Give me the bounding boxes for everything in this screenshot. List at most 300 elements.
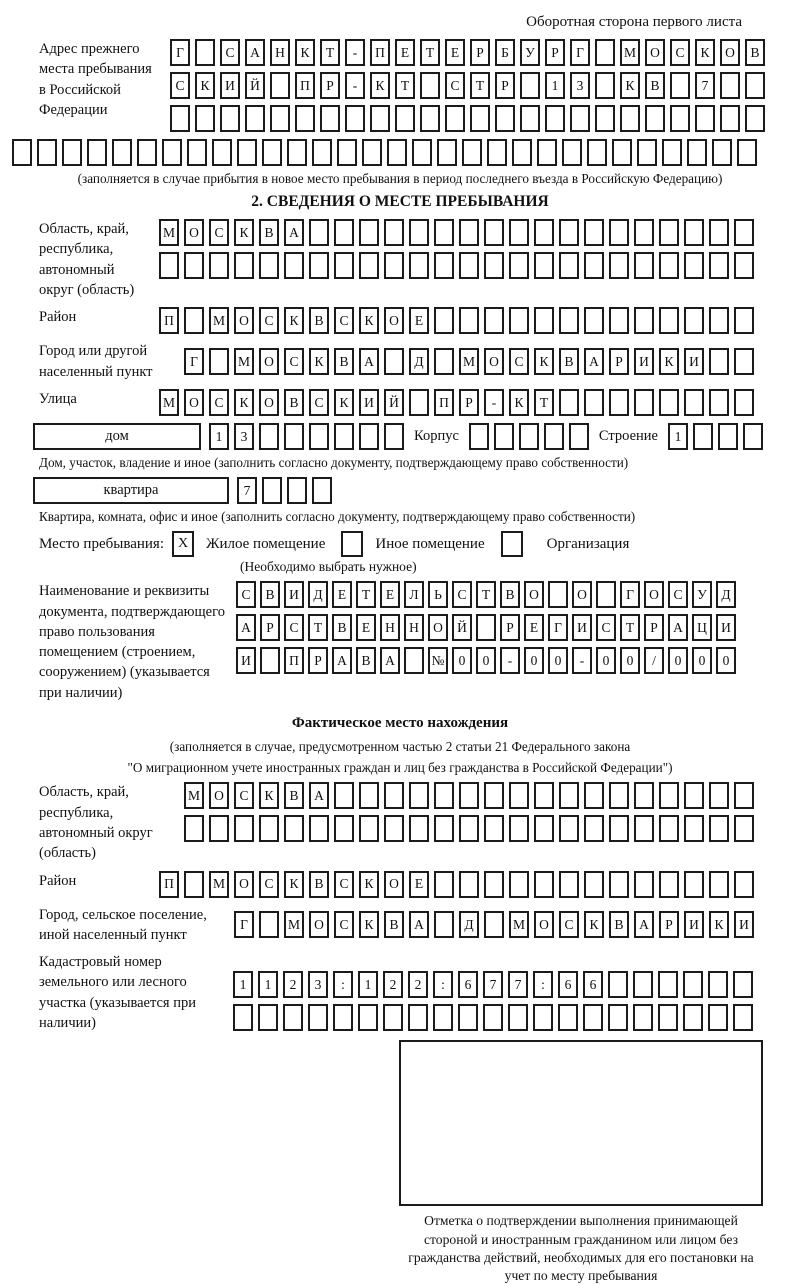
char-cell bbox=[734, 252, 754, 279]
actual-region-field bbox=[39, 782, 800, 863]
char-cell: К bbox=[659, 348, 679, 375]
char-cell: 6 bbox=[458, 971, 478, 998]
char-cell bbox=[384, 252, 404, 279]
char-cell: 0 bbox=[692, 647, 712, 674]
document-label: Наименование и реквизиты документа, подтверждающего право пользования помещением (строением, сооружением) (указывается при наличии) bbox=[39, 583, 225, 701]
char-cell bbox=[370, 105, 390, 132]
char-cell: О bbox=[644, 581, 664, 608]
house-number-cells bbox=[209, 423, 404, 450]
actual-city-row bbox=[234, 911, 754, 938]
char-cell: К bbox=[695, 39, 715, 66]
char-cell bbox=[384, 423, 404, 450]
char-cell bbox=[308, 1004, 328, 1031]
char-cell: К bbox=[509, 389, 529, 416]
char-cell: П bbox=[434, 389, 454, 416]
stay-option-inoe-label: Иное помещение bbox=[375, 535, 485, 552]
prev-address-row-4 bbox=[12, 139, 800, 166]
char-cell bbox=[734, 815, 754, 842]
char-cell bbox=[584, 871, 604, 898]
city-field bbox=[39, 341, 800, 382]
char-cell bbox=[520, 105, 540, 132]
char-cell bbox=[409, 219, 429, 246]
stroenie-label: Строение bbox=[598, 427, 658, 444]
char-cell: 0 bbox=[548, 647, 568, 674]
char-cell: 0 bbox=[716, 647, 736, 674]
char-cell bbox=[659, 252, 679, 279]
char-cell bbox=[733, 971, 753, 998]
char-cell: - bbox=[345, 39, 365, 66]
char-cell bbox=[233, 1004, 253, 1031]
char-cell bbox=[709, 815, 729, 842]
char-cell: С bbox=[445, 72, 465, 99]
district-label: Район bbox=[39, 309, 77, 326]
stay-caption: (Необходимо выбрать нужное) bbox=[240, 559, 417, 575]
char-cell: Б bbox=[495, 39, 515, 66]
char-cell bbox=[634, 307, 654, 334]
stroenie-cells bbox=[668, 423, 763, 450]
char-cell: 2 bbox=[383, 971, 403, 998]
prev-address-field bbox=[39, 39, 800, 132]
char-cell: Р bbox=[659, 911, 679, 938]
char-cell: С bbox=[236, 581, 256, 608]
char-cell bbox=[260, 647, 280, 674]
char-cell bbox=[709, 782, 729, 809]
char-cell bbox=[533, 1004, 553, 1031]
char-cell: : bbox=[333, 971, 353, 998]
char-cell bbox=[559, 871, 579, 898]
char-cell bbox=[509, 782, 529, 809]
char-cell: 2 bbox=[408, 971, 428, 998]
char-cell bbox=[469, 423, 489, 450]
char-cell: В bbox=[384, 911, 404, 938]
char-cell bbox=[659, 389, 679, 416]
char-cell: В bbox=[260, 581, 280, 608]
char-cell: И bbox=[236, 647, 256, 674]
char-cell: К bbox=[234, 219, 254, 246]
char-cell: Й bbox=[452, 614, 472, 641]
char-cell bbox=[359, 815, 379, 842]
char-cell bbox=[209, 252, 229, 279]
char-cell: О bbox=[259, 389, 279, 416]
char-cell: С bbox=[596, 614, 616, 641]
char-cell: У bbox=[520, 39, 540, 66]
char-cell bbox=[245, 105, 265, 132]
char-cell bbox=[662, 139, 682, 166]
char-cell: И bbox=[684, 911, 704, 938]
char-cell bbox=[212, 139, 232, 166]
char-cell bbox=[259, 252, 279, 279]
char-cell: 1 bbox=[358, 971, 378, 998]
char-cell: С bbox=[452, 581, 472, 608]
char-cell bbox=[684, 815, 704, 842]
char-cell: Н bbox=[380, 614, 400, 641]
char-cell: Р bbox=[320, 72, 340, 99]
char-cell bbox=[684, 219, 704, 246]
stay-type-field bbox=[39, 531, 800, 557]
char-cell bbox=[633, 1004, 653, 1031]
char-cell bbox=[684, 782, 704, 809]
char-cell: А bbox=[236, 614, 256, 641]
page-side-note: Оборотная сторона первого листа bbox=[526, 14, 742, 30]
char-cell: Й bbox=[245, 72, 265, 99]
stay-option-organizaciya-label: Организация bbox=[546, 535, 630, 552]
char-cell: О bbox=[384, 871, 404, 898]
char-cell bbox=[459, 252, 479, 279]
char-cell bbox=[734, 307, 754, 334]
char-cell bbox=[559, 307, 579, 334]
char-cell bbox=[87, 139, 107, 166]
char-cell bbox=[358, 1004, 378, 1031]
char-cell: М bbox=[159, 219, 179, 246]
char-cell: Е bbox=[356, 614, 376, 641]
char-cell bbox=[484, 219, 504, 246]
char-cell bbox=[237, 139, 257, 166]
char-cell: В bbox=[559, 348, 579, 375]
char-cell bbox=[284, 815, 304, 842]
char-cell: Д bbox=[459, 911, 479, 938]
char-cell: А bbox=[284, 219, 304, 246]
char-cell: О bbox=[428, 614, 448, 641]
char-cell bbox=[434, 219, 454, 246]
char-cell bbox=[409, 782, 429, 809]
char-cell bbox=[559, 389, 579, 416]
document-field bbox=[39, 581, 800, 703]
char-cell: В bbox=[500, 581, 520, 608]
char-cell bbox=[544, 423, 564, 450]
char-cell bbox=[733, 1004, 753, 1031]
char-cell: - bbox=[572, 647, 592, 674]
char-cell bbox=[387, 139, 407, 166]
char-cell: Г bbox=[620, 581, 640, 608]
char-cell bbox=[259, 423, 279, 450]
char-cell bbox=[734, 782, 754, 809]
char-cell bbox=[184, 815, 204, 842]
char-cell bbox=[408, 1004, 428, 1031]
char-cell bbox=[312, 139, 332, 166]
char-cell: Е bbox=[380, 581, 400, 608]
char-cell bbox=[709, 219, 729, 246]
checkbox-zhiloe: X bbox=[172, 531, 194, 557]
actual-district-row bbox=[159, 871, 754, 898]
char-cell bbox=[345, 105, 365, 132]
char-cell bbox=[384, 219, 404, 246]
char-cell bbox=[333, 1004, 353, 1031]
char-cell bbox=[609, 871, 629, 898]
char-cell: 1 bbox=[233, 971, 253, 998]
char-cell: Р bbox=[500, 614, 520, 641]
checkbox-inoe bbox=[341, 531, 363, 557]
char-cell: И bbox=[684, 348, 704, 375]
actual-region-row-2 bbox=[184, 815, 754, 842]
actual-city-label: Город, сельское поселение, иной населенный пункт bbox=[39, 906, 207, 943]
char-cell: К bbox=[334, 389, 354, 416]
char-cell bbox=[718, 423, 738, 450]
apartment-cells bbox=[237, 477, 332, 504]
char-cell: 3 bbox=[234, 423, 254, 450]
char-cell: С bbox=[509, 348, 529, 375]
char-cell bbox=[534, 252, 554, 279]
char-cell: О bbox=[572, 581, 592, 608]
char-cell bbox=[709, 871, 729, 898]
char-cell: О bbox=[184, 219, 204, 246]
char-cell bbox=[708, 1004, 728, 1031]
char-cell: Н bbox=[270, 39, 290, 66]
char-cell bbox=[420, 105, 440, 132]
char-cell: А bbox=[332, 647, 352, 674]
char-cell: С bbox=[334, 911, 354, 938]
char-cell: О bbox=[484, 348, 504, 375]
char-cell bbox=[559, 252, 579, 279]
char-cell: В bbox=[745, 39, 765, 66]
char-cell bbox=[359, 252, 379, 279]
char-cell bbox=[743, 423, 763, 450]
char-cell bbox=[337, 139, 357, 166]
char-cell bbox=[195, 39, 215, 66]
char-cell bbox=[534, 219, 554, 246]
char-cell bbox=[584, 782, 604, 809]
stamp-area bbox=[399, 1040, 763, 1285]
char-cell bbox=[484, 911, 504, 938]
house-type-box: дом bbox=[33, 423, 201, 450]
char-cell bbox=[484, 871, 504, 898]
char-cell bbox=[159, 252, 179, 279]
char-cell bbox=[609, 389, 629, 416]
char-cell: В bbox=[259, 219, 279, 246]
city-label: Город или другой населенный пункт bbox=[39, 343, 153, 380]
char-cell: К bbox=[709, 911, 729, 938]
char-cell bbox=[745, 72, 765, 99]
district-row bbox=[159, 307, 754, 334]
char-cell: Т bbox=[620, 614, 640, 641]
cadastral-row-2 bbox=[233, 1004, 753, 1031]
stamp-caption: Отметка о подтверждении выполнения принимающей стороной и иностранным гражданином или лицом без гражданства действий, необходимых для его постановки на учет по месту пребывания bbox=[408, 1213, 754, 1284]
char-cell bbox=[520, 72, 540, 99]
char-cell bbox=[734, 389, 754, 416]
char-cell bbox=[684, 252, 704, 279]
char-cell bbox=[734, 871, 754, 898]
char-cell: К bbox=[259, 782, 279, 809]
char-cell: 7 bbox=[695, 72, 715, 99]
char-cell: К bbox=[359, 911, 379, 938]
char-cell bbox=[670, 105, 690, 132]
char-cell bbox=[519, 423, 539, 450]
char-cell bbox=[494, 423, 514, 450]
apartment-type-box: квартира bbox=[33, 477, 229, 504]
char-cell bbox=[434, 911, 454, 938]
char-cell bbox=[12, 139, 32, 166]
char-cell bbox=[595, 72, 615, 99]
char-cell: В bbox=[332, 614, 352, 641]
house-field bbox=[33, 423, 800, 450]
char-cell bbox=[659, 871, 679, 898]
char-cell bbox=[470, 105, 490, 132]
char-cell bbox=[595, 105, 615, 132]
char-cell bbox=[720, 72, 740, 99]
char-cell bbox=[720, 105, 740, 132]
char-cell bbox=[287, 477, 307, 504]
prev-address-rows bbox=[170, 39, 765, 132]
char-cell: П bbox=[159, 307, 179, 334]
char-cell bbox=[284, 423, 304, 450]
char-cell bbox=[195, 105, 215, 132]
char-cell bbox=[709, 348, 729, 375]
char-cell bbox=[684, 307, 704, 334]
char-cell bbox=[534, 782, 554, 809]
char-cell: С bbox=[309, 389, 329, 416]
char-cell bbox=[383, 1004, 403, 1031]
char-cell: М bbox=[184, 782, 204, 809]
char-cell bbox=[583, 1004, 603, 1031]
char-cell: И bbox=[634, 348, 654, 375]
char-cell: Р bbox=[308, 647, 328, 674]
char-cell bbox=[362, 139, 382, 166]
char-cell bbox=[559, 219, 579, 246]
char-cell: Р bbox=[260, 614, 280, 641]
street-field bbox=[39, 389, 800, 416]
char-cell: А bbox=[409, 911, 429, 938]
char-cell: О bbox=[234, 307, 254, 334]
char-cell: М bbox=[284, 911, 304, 938]
char-cell: Г bbox=[570, 39, 590, 66]
char-cell: М bbox=[620, 39, 640, 66]
char-cell bbox=[434, 348, 454, 375]
char-cell bbox=[587, 139, 607, 166]
char-cell bbox=[659, 815, 679, 842]
char-cell: К bbox=[584, 911, 604, 938]
char-cell: Т bbox=[420, 39, 440, 66]
char-cell: К bbox=[234, 389, 254, 416]
char-cell bbox=[634, 252, 654, 279]
char-cell: Т bbox=[470, 72, 490, 99]
char-cell: С bbox=[220, 39, 240, 66]
city-row bbox=[184, 348, 754, 375]
char-cell: К bbox=[620, 72, 640, 99]
char-cell bbox=[534, 815, 554, 842]
char-cell: О bbox=[645, 39, 665, 66]
char-cell bbox=[545, 105, 565, 132]
char-cell: К bbox=[534, 348, 554, 375]
char-cell: А bbox=[245, 39, 265, 66]
char-cell: С bbox=[170, 72, 190, 99]
char-cell bbox=[434, 815, 454, 842]
char-cell bbox=[658, 971, 678, 998]
char-cell bbox=[512, 139, 532, 166]
char-cell: Г bbox=[548, 614, 568, 641]
char-cell bbox=[434, 252, 454, 279]
street-row bbox=[159, 389, 754, 416]
char-cell: О bbox=[259, 348, 279, 375]
char-cell: 2 bbox=[283, 971, 303, 998]
char-cell bbox=[709, 389, 729, 416]
char-cell bbox=[334, 782, 354, 809]
cadastral-row-1 bbox=[233, 971, 753, 998]
char-cell bbox=[409, 389, 429, 416]
char-cell: Е bbox=[409, 871, 429, 898]
char-cell: В bbox=[284, 782, 304, 809]
region-row-1 bbox=[159, 219, 754, 246]
char-cell bbox=[287, 139, 307, 166]
region-label: Область, край, республика, автономный округ (область) bbox=[39, 221, 135, 299]
char-cell: С bbox=[209, 219, 229, 246]
char-cell: 7 bbox=[483, 971, 503, 998]
apartment-caption: Квартира, комната, офис и иное (заполнить согласно документу, подтверждающему право собственности) bbox=[39, 509, 636, 525]
char-cell bbox=[609, 782, 629, 809]
char-cell: А bbox=[668, 614, 688, 641]
char-cell: Н bbox=[404, 614, 424, 641]
char-cell: В bbox=[334, 348, 354, 375]
char-cell bbox=[683, 971, 703, 998]
document-row-2 bbox=[236, 614, 736, 641]
char-cell: О bbox=[184, 389, 204, 416]
char-cell: Т bbox=[320, 39, 340, 66]
char-cell: И bbox=[734, 911, 754, 938]
char-cell bbox=[709, 252, 729, 279]
char-cell bbox=[612, 139, 632, 166]
char-cell: М bbox=[234, 348, 254, 375]
char-cell bbox=[484, 815, 504, 842]
char-cell bbox=[558, 1004, 578, 1031]
char-cell: 6 bbox=[558, 971, 578, 998]
apartment-field bbox=[33, 477, 800, 504]
char-cell bbox=[509, 815, 529, 842]
char-cell: Т bbox=[534, 389, 554, 416]
stamp-box bbox=[399, 1040, 763, 1206]
char-cell bbox=[459, 307, 479, 334]
char-cell bbox=[309, 252, 329, 279]
actual-location-title: Фактическое место нахождения bbox=[291, 715, 509, 732]
char-cell bbox=[259, 911, 279, 938]
char-cell: Т bbox=[395, 72, 415, 99]
char-cell: М bbox=[209, 307, 229, 334]
actual-district-label: Район bbox=[39, 872, 77, 889]
char-cell bbox=[634, 389, 654, 416]
char-cell: С bbox=[209, 389, 229, 416]
char-cell: К bbox=[284, 871, 304, 898]
char-cell: В bbox=[284, 389, 304, 416]
char-cell bbox=[384, 348, 404, 375]
char-cell bbox=[37, 139, 57, 166]
char-cell bbox=[584, 252, 604, 279]
char-cell: К bbox=[195, 72, 215, 99]
char-cell: П bbox=[284, 647, 304, 674]
char-cell bbox=[459, 782, 479, 809]
prev-address-row-2 bbox=[170, 72, 765, 99]
char-cell: 6 bbox=[583, 971, 603, 998]
char-cell: 0 bbox=[476, 647, 496, 674]
char-cell bbox=[608, 971, 628, 998]
char-cell: Т bbox=[308, 614, 328, 641]
char-cell: К bbox=[295, 39, 315, 66]
char-cell: Г bbox=[234, 911, 254, 938]
char-cell: 1 bbox=[209, 423, 229, 450]
char-cell bbox=[670, 72, 690, 99]
char-cell: И bbox=[359, 389, 379, 416]
char-cell bbox=[609, 307, 629, 334]
char-cell: 0 bbox=[524, 647, 544, 674]
prev-address-row-1 bbox=[170, 39, 765, 66]
char-cell: М bbox=[509, 911, 529, 938]
char-cell bbox=[584, 389, 604, 416]
char-cell: Р bbox=[495, 72, 515, 99]
char-cell: 1 bbox=[545, 72, 565, 99]
char-cell: - bbox=[484, 389, 504, 416]
char-cell: С bbox=[668, 581, 688, 608]
char-cell: 1 bbox=[258, 971, 278, 998]
char-cell bbox=[284, 252, 304, 279]
char-cell: Й bbox=[384, 389, 404, 416]
char-cell bbox=[595, 39, 615, 66]
char-cell bbox=[609, 219, 629, 246]
